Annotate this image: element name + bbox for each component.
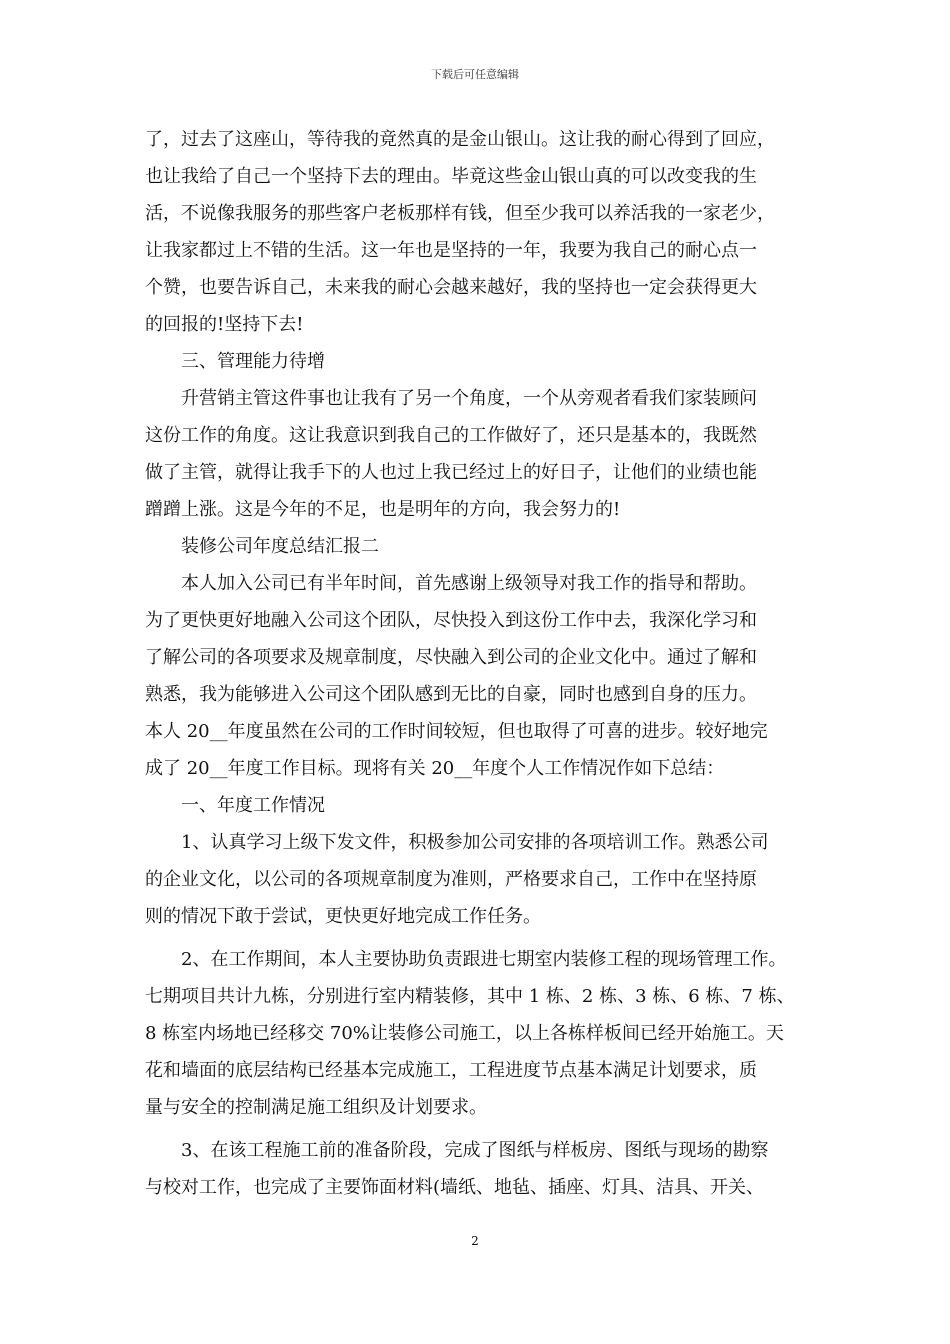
paragraph-line: 做了主管，就得让我手下的人也过上我已经过上的好日子，让他们的业绩也能: [145, 462, 757, 483]
paragraph-line: 本人加入公司已有半年时间，首先感谢上级领导对我工作的指导和帮助。: [181, 573, 757, 594]
paragraph-line: 为了更快更好地融入公司这个团队，尽快投入到这份工作中去，我深化学习和: [145, 610, 757, 631]
paragraph-line: 活，不说像我服务的那些客户老板那样有钱，但至少我可以养活我的一家老少，: [145, 203, 775, 224]
paragraph-line: 蹭蹭上涨。这是今年的不足，也是明年的方向，我会努力的!: [145, 499, 621, 520]
paragraph-line: 3、在该工程施工前的准备阶段，完成了图纸与样板房、图纸与现场的勘察: [181, 1140, 769, 1161]
paragraph-line: 量与安全的控制满足施工组织及计划要求。: [145, 1097, 487, 1118]
paragraph-line: 了，过去了这座山，等待我的竟然真的是金山银山。这让我的耐心得到了回应，: [145, 129, 775, 150]
section-heading: 一、年度工作情况: [181, 795, 325, 816]
paragraph-line: 成了 20__年度工作目标。现将有关 20__年度个人工作情况作如下总结：: [145, 758, 725, 779]
paragraph-line: 让我家都过上不错的生活。这一年也是坚持的一年，我要为我自己的耐心点一: [145, 240, 757, 261]
paragraph-line: 2、在工作期间，本人主要协助负责跟进七期室内装修工程的现场管理工作。: [181, 949, 787, 970]
paragraph-line: 个赞，也要告诉自己，未来我的耐心会越来越好，我的坚持也一定会获得更大: [145, 277, 757, 298]
page-number: 2: [471, 1234, 479, 1248]
paragraph-line: 也让我给了自己一个坚持下去的理由。毕竟这些金山银山真的可以改变我的生: [145, 166, 757, 187]
paragraph-line: 的企业文化，以公司的各项规章制度为准则，严格要求自己，工作中在坚持原: [145, 869, 757, 890]
paragraph-line: 与校对工作，也完成了主要饰面材料(墙纸、地毡、插座、灯具、洁具、开关、: [145, 1177, 765, 1198]
document-body: [145, 121, 805, 1206]
paragraph-line: 七期项目共计九栋，分别进行室内精装修，其中 1 栋、2 栋、3 栋、6 栋、7 栋、: [145, 986, 795, 1007]
page-header: 下载后可任意编辑: [431, 68, 519, 81]
paragraph-line: 则的情况下敢于尝试，更快更好地完成工作任务。: [145, 906, 541, 927]
paragraph-line: 1、认真学习上级下发文件，积极参加公司安排的各项培训工作。熟悉公司: [181, 832, 769, 853]
paragraph-line: 的回报的!坚持下去!: [145, 314, 304, 335]
paragraph-line: 这份工作的角度。这让我意识到我自己的工作做好了，还只是基本的，我既然: [145, 425, 757, 446]
section-title: 装修公司年度总结汇报二: [181, 536, 379, 557]
paragraph-line: 了解公司的各项要求及规章制度，尽快融入到公司的企业文化中。通过了解和: [145, 647, 757, 668]
paragraph-line: 熟悉，我为能够进入公司这个团队感到无比的自豪，同时也感到自身的压力。: [145, 684, 757, 705]
paragraph-line: 本人 20__年度虽然在公司的工作时间较短，但也取得了可喜的进步。较好地完: [145, 721, 768, 742]
paragraph-line: 花和墙面的底层结构已经基本完成施工，工程进度节点基本满足计划要求，质: [145, 1060, 757, 1081]
paragraph-line: 8 栋室内场地已经移交 70%让装修公司施工，以上各栋样板间已经开始施工。天: [145, 1023, 784, 1044]
section-heading: 三、管理能力待增: [181, 351, 325, 372]
paragraph-line: 升营销主管这件事也让我有了另一个角度，一个从旁观者看我们家装顾问: [181, 388, 757, 409]
